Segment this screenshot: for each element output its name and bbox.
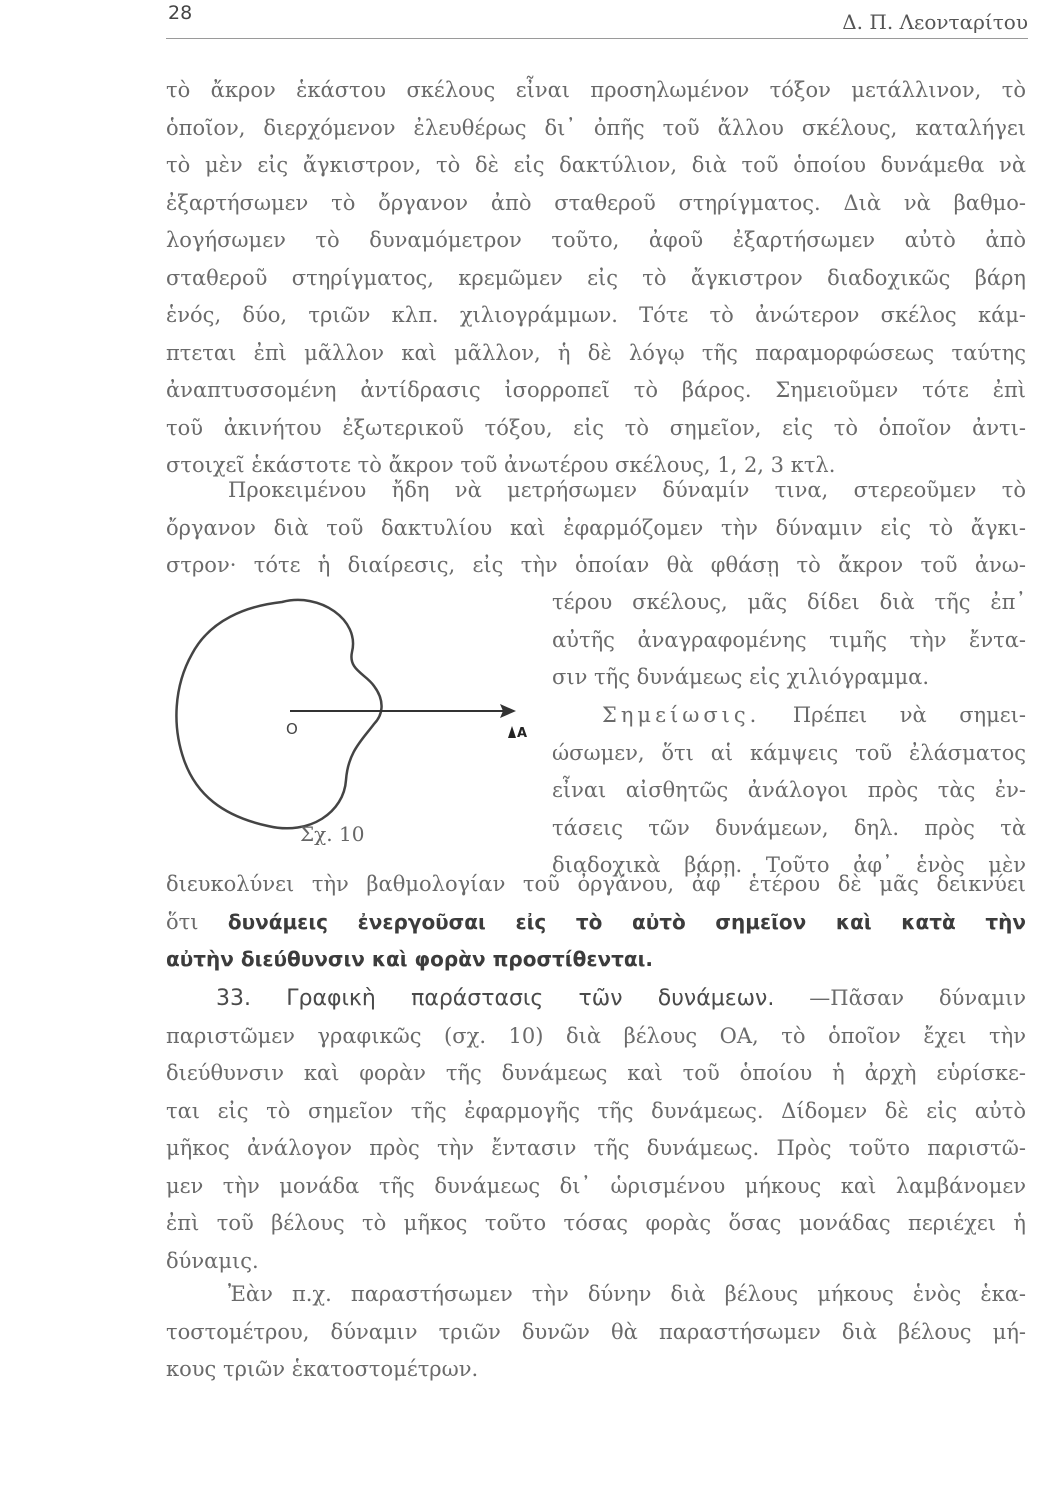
figure-caption: Σχ. 10 <box>300 822 365 846</box>
text-line: σταθεροῦ στηρίγματος, κρεμῶμεν εἰς τὸ ἄγκιστρον διαδοχικῶς βάρη <box>166 265 1026 290</box>
text-line: τὸ μὲν εἰς ἄγκιστρον, τὸ δὲ εἰς δακτύλιον, διὰ τοῦ ὁποίου δυνάμεθα νὰ <box>166 153 1026 177</box>
text-line: ἀναπτυσσομένη ἀντίδρασις ἰσορροπεῖ τὸ βάρος. Σημειοῦμεν τότε ἐπὶ <box>166 378 1026 402</box>
text-line: διευκολύνει τὴν βαθμολογίαν τοῦ ὀργάνου, ἀφ᾽ ἑτέρου δὲ μᾶς δεικνύει <box>166 872 1026 896</box>
section-intro: —Πᾶσαν δύναμιν <box>809 986 1026 1010</box>
page-header <box>0 0 1050 50</box>
text-line: μεν τὴν μονάδα τῆς δυνάμεως δι᾽ ὡρισμένου μήκους καὶ λαμβάνομεν <box>166 1173 1026 1198</box>
figure-10 <box>170 590 540 860</box>
text-line: μῆκος ἀνάλογον πρὸς τὴν ἔντασιν τῆς δυνάμεως. Πρὸς τοῦτο παριστῶ- <box>166 1136 1026 1160</box>
text-line: ἐπὶ τοῦ βέλους τὸ μῆκος τοῦτο τόσας φορὰς ὅσας μονάδας περιέχει ἡ <box>166 1211 1026 1235</box>
text-line: παριστῶμεν γραφικῶς (σχ. 10) διὰ βέλους ΟΑ, τὸ ὁποῖον ἔχει τὴν <box>166 1023 1026 1048</box>
text-line: αὐτῆς ἀναγραφομένης τιμῆς τὴν ἔντα- <box>552 627 1026 652</box>
bold-line <box>166 904 1026 942</box>
text-line: Προκειμένου ἤδη νὰ μετρήσωμεν δύναμίν τινα, στερεοῦμεν τὸ <box>228 478 1026 502</box>
text-line: Ἐὰν π.χ. παραστήσωμεν τὴν δύνην διὰ βέλους μήκους ἑνὸς ἑκα- <box>228 1282 1026 1306</box>
text-line: τὸ ἄκρον ἑκάστου σκέλους εἶναι προσηλωμένον τόξον μετάλλινον, τὸ <box>166 78 1026 102</box>
label-o: O <box>286 720 298 738</box>
section-title: 33. Γραφικὴ παράστασις τῶν δυνάμεων. <box>216 986 775 1011</box>
arrow-tip-marker <box>508 726 516 738</box>
text-line: κους τριῶν ἑκατοστομέτρων. <box>166 1357 479 1381</box>
text-line: ἑνός, δύο, τριῶν κλπ. χιλιογράμμων. Τότε τὸ ἀνώτερον σκέλος κάμ- <box>166 303 1026 327</box>
note-heading: Σημείωσις. <box>602 703 761 727</box>
page-number: 28 <box>168 2 193 24</box>
text-line: ώσωμεν, ὅτι αἱ κάμψεις τοῦ ἐλάσματος <box>552 740 1026 765</box>
blob-arrow-diagram <box>170 590 540 860</box>
bold-prefix: ὅτι <box>166 909 199 934</box>
text-line: πτεται ἐπὶ μᾶλλον καὶ μᾶλλον, ἡ δὲ λόγῳ τῆς παραμορφώσεως ταύτης <box>166 340 1026 365</box>
text-line: στρον· τότε ἡ διαίρεσις, εἰς τὴν ὁποίαν θὰ φθάσῃ τὸ ἄκρον τοῦ ἀνω- <box>166 553 1026 577</box>
text-line: τοστομέτρου, δύναμιν τριῶν δυνῶν θὰ παραστήσωμεν διὰ βέλους μή- <box>166 1319 1026 1344</box>
header-rule <box>166 38 1028 39</box>
text-line: τάσεις τῶν δυνάμεων, δηλ. πρὸς τὰ <box>552 815 1026 840</box>
bold-line <box>166 941 1026 979</box>
text-line: στοιχεῖ ἑκάστοτε τὸ ἄκρον τοῦ ἀνωτέρου σκέλους, 1, 2, 3 κτλ. <box>166 453 836 477</box>
label-a: A <box>517 726 528 741</box>
text-line: λογήσωμεν τὸ δυναμόμετρον τοῦτο, ἀφοῦ ἐξαρτήσωμεν αὐτὸ ἀπὸ <box>166 228 1026 252</box>
text-line: ται εἰς τὸ σημεῖον τῆς ἐφαρμογῆς τῆς δυνάμεως. Δίδομεν δὲ εἰς αὐτὸ <box>166 1098 1026 1123</box>
bold-statement: δυνάμεις ἐνεργοῦσαι εἰς τὸ αὐτὸ σημεῖον καὶ κατὰ τὴν <box>227 909 1026 934</box>
text-line: σιν τῆς δυνάμεως εἰς χιλιόγραμμα. <box>552 665 930 689</box>
text-line: ὄργανον διὰ τοῦ δακτυλίου καὶ ἐφαρμόζομεν τὴν δύναμιν εἰς τὸ ἄγκι- <box>166 515 1026 540</box>
note-continued <box>166 866 1026 979</box>
bold-statement-end: αὐτὴν διεύθυνσιν καὶ φορὰν προστίθενται. <box>166 947 653 971</box>
section-33 <box>166 980 1026 1280</box>
text-line: ἐξαρτήσωμεν τὸ ὄργανον ἀπὸ σταθεροῦ στηρίγματος. Διὰ νὰ βαθμο- <box>166 190 1026 215</box>
paragraph-last <box>166 1276 1026 1389</box>
running-head: Δ. Π. Λεονταρίτου <box>842 10 1028 34</box>
text-line: διαδοχικὰ βάρη. Τοῦτο ἀφ᾽ ἑνὸς μὲν <box>552 853 1026 877</box>
text-line: τέρου σκέλους, μᾶς δίδει διὰ τῆς ἐπ᾽ <box>552 590 1026 614</box>
paragraph-2 <box>166 472 1026 585</box>
paragraph-1 <box>166 72 1026 485</box>
text-line: δύναμις. <box>166 1248 259 1273</box>
text-line: τοῦ ἀκινήτου ἐξωτερικοῦ τόξου, εἰς τὸ σημεῖον, εἰς τὸ ὁποῖον ἀντι- <box>166 415 1026 440</box>
body-outline <box>176 600 381 828</box>
section-heading-line <box>166 980 1026 1018</box>
text-line: εἶναι αἰσθητῶς ἀνάλογοι πρὸς τὰς ἐν- <box>552 778 1026 802</box>
text-line: ὁποῖον, διερχόμενον ἐλευθέρως δι᾽ ὀπῆς τοῦ ἄλλου σκέλους, καταλήγει <box>166 115 1026 140</box>
text-line: διεύθυνσιν καὶ φορὰν τῆς δυνάμεως καὶ τοῦ ὁποίου ἡ ἀρχὴ εὑρίσκε- <box>166 1061 1026 1085</box>
note-first-line <box>552 697 1026 735</box>
note-text: Πρέπει νὰ σημει- <box>792 703 1026 727</box>
